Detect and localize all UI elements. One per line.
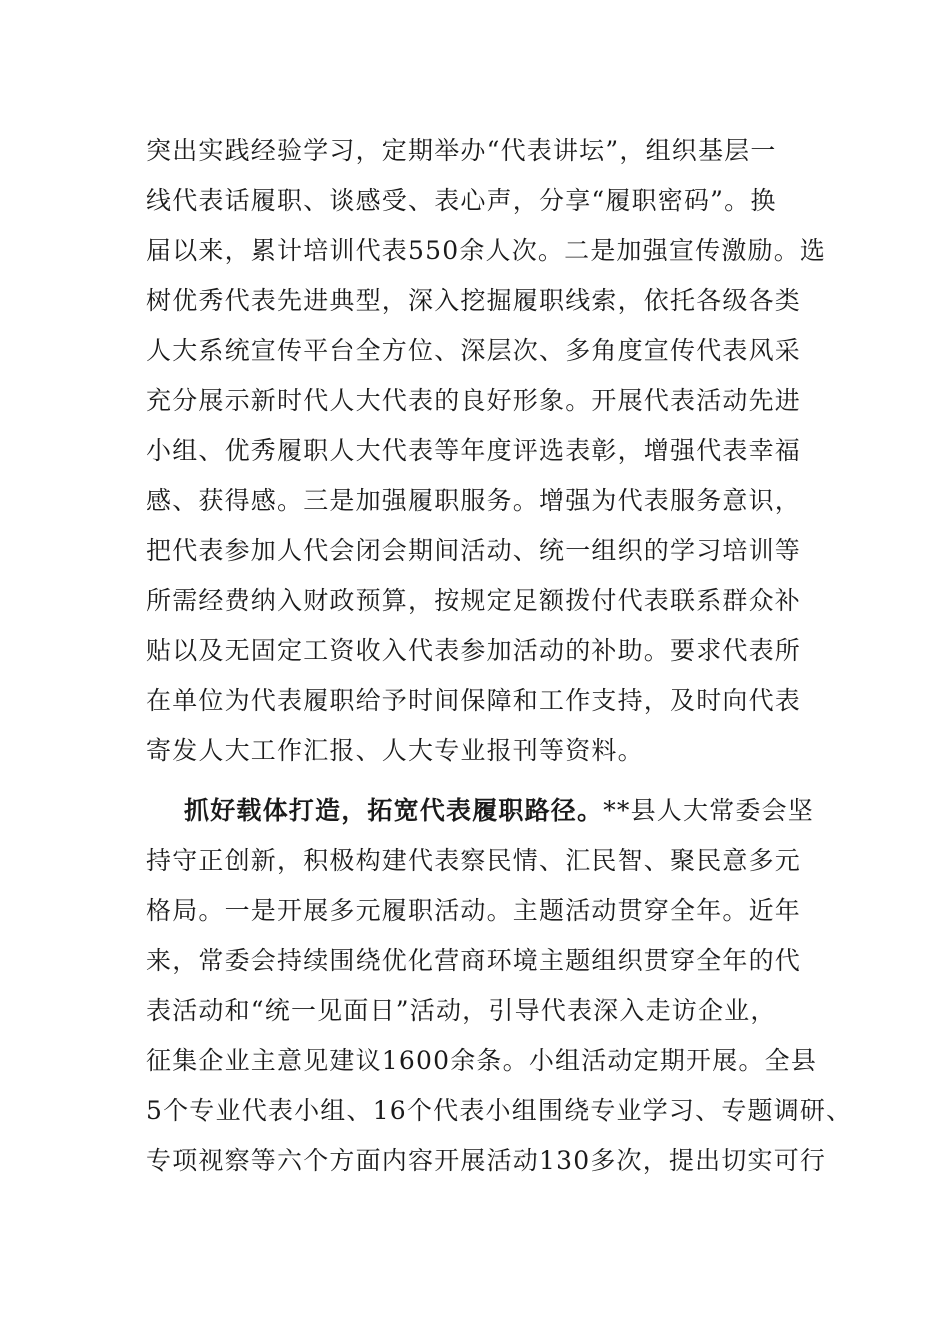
text-line: 感、获得感。三是加强履职服务。增强为代表服务意识， [146,486,802,515]
text-line: 届以来，累计培训代表550余人次。二是加强宣传激励。选 [146,236,827,265]
paragraph-heading: 抓好载体打造，拓宽代表履职路径。 [184,796,604,825]
text-line: 所需经费纳入财政预算，按规定足额拨付代表联系群众补 [146,586,802,615]
text-line: 来，常委会持续围绕优化营商环境主题组织贯穿全年的代 [146,946,802,975]
text-line: 突出实践经验学习，定期举办“代表讲坛”，组织基层一 [146,136,777,165]
text-line: 表活动和“统一见面日”活动，引导代表深入走访企业， [146,996,777,1025]
text-line: 持守正创新，积极构建代表察民情、汇民智、聚民意多元 [146,846,802,875]
text-line: 专项视察等六个方面内容开展活动130多次，提出切实可行 [146,1146,827,1175]
text-line: 贴以及无固定工资收入代表参加活动的补助。要求代表所 [146,636,802,665]
text-line: 征集企业主意见建议1600余条。小组活动定期开展。全县 [146,1046,818,1075]
text-line: 线代表话履职、谈感受、表心声，分享“履职密码”。换 [146,186,777,215]
text-line: 5个专业代表小组、16个代表小组围绕专业学习、专题调研、 [146,1096,853,1125]
text-line: 格局。一是开展多元履职活动。主题活动贯穿全年。近年 [146,896,802,925]
text-line: 充分展示新时代人大代表的良好形象。开展代表活动先进 [146,386,802,415]
text-line: 在单位为代表履职给予时间保障和工作支持，及时向代表 [146,686,802,715]
text-line: 寄发人大工作汇报、人大专业报刊等资料。 [146,736,644,765]
text-line: 树优秀代表先进典型，深入挖掘履职线索，依托各级各类 [146,286,802,315]
text-line: 把代表参加人代会闭会期间活动、统一组织的学习培训等 [146,536,802,565]
text-run: **县人大常委会坚 [603,796,815,825]
text-line: 人大系统宣传平台全方位、深层次、多角度宣传代表风采 [146,336,802,365]
paragraph-first-line [184,796,814,826]
text-line: 小组、优秀履职人大代表等年度评选表彰，增强代表幸福 [146,436,802,465]
